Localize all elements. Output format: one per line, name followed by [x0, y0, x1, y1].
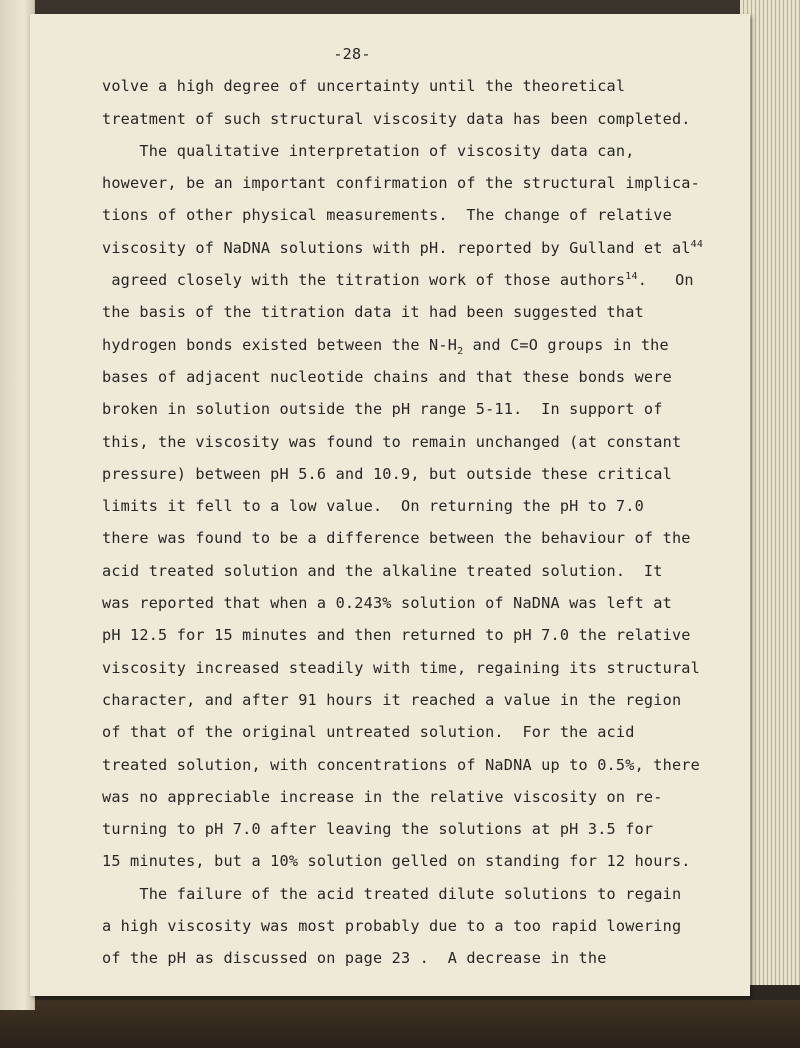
- text-line-26: The failure of the acid treated dilute solutions to regain: [102, 884, 682, 903]
- reference-superscript-44: 44: [690, 238, 704, 250]
- text-line-8: the basis of the titration data it had been suggested that: [102, 303, 644, 322]
- text-line-16: acid treated solution and the alkaline treated solution. It: [102, 561, 663, 580]
- text-line-6: [102, 232, 742, 264]
- text-line-18: pH 12.5 for 15 minutes and then returned to pH 7.0 the relative: [102, 626, 691, 645]
- text-line-20: character, and after 91 hours it reached a value in the region: [102, 690, 682, 709]
- text-line-15: there was found to be a difference between the behaviour of the: [102, 529, 691, 548]
- text-line-7-body: agreed closely with the titration work of those authors: [102, 271, 626, 290]
- text-line-12: this, the viscosity was found to remain unchanged (at constant: [102, 432, 682, 451]
- text-line-28: of the pH as discussed on page 23 . A decrease in the: [102, 949, 607, 968]
- text-line-19: viscosity increased steadily with time, regaining its structural: [102, 658, 700, 677]
- text-line-17: was reported that when a 0.243% solution of NaDNA was left at: [102, 594, 672, 613]
- text-line-14: limits it fell to a low value. On returning the pH to 7.0: [102, 497, 644, 516]
- text-line-5: tions of other physical measurements. The change of relative: [102, 206, 672, 225]
- text-line-22: treated solution, with concentrations of NaDNA up to 0.5%, there: [102, 755, 700, 774]
- text-line-13: pressure) between pH 5.6 and 10.9, but outside these critical: [102, 464, 672, 483]
- text-line-4: however, be an important confirmation of the structural implica-: [102, 174, 700, 193]
- text-line-1: volve a high degree of uncertainty until the theoretical: [102, 77, 626, 96]
- text-line-21: of that of the original untreated solution. For the acid: [102, 723, 635, 742]
- typed-text-body: [102, 38, 742, 975]
- text-line-9: [102, 329, 742, 361]
- text-line-10: bases of adjacent nucleotide chains and that these bonds were: [102, 367, 672, 386]
- text-line-2: treatment of such structural viscosity data has been completed.: [102, 109, 691, 128]
- reference-superscript-14: 14: [625, 271, 638, 283]
- text-line-23: was no appreciable increase in the relative viscosity on re-: [102, 787, 663, 806]
- text-line-6-body: viscosity of NaDNA solutions with pH. reported by Gulland et al: [102, 238, 691, 257]
- text-line-3: The qualitative interpretation of viscosity data can,: [102, 141, 635, 160]
- text-line-25: 15 minutes, but a 10% solution gelled on standing for 12 hours.: [102, 852, 691, 871]
- text-line-27: a high viscosity was most probably due to a too rapid lowering: [102, 917, 682, 936]
- text-line-7-tail: . On: [637, 271, 694, 290]
- subscript-2: 2: [457, 345, 464, 357]
- text-line-9-body: hydrogen bonds existed between the N-H: [102, 335, 458, 354]
- text-line-11: broken in solution outside the pH range 5-11. In support of: [102, 400, 663, 419]
- text-line-9-tail: and C=O groups in the: [463, 335, 669, 354]
- text-line-7: [102, 264, 742, 296]
- text-line-24: turning to pH 7.0 after leaving the solutions at pH 3.5 for: [102, 820, 654, 839]
- desk-background: [0, 1000, 800, 1048]
- page-number: -28-: [333, 45, 371, 63]
